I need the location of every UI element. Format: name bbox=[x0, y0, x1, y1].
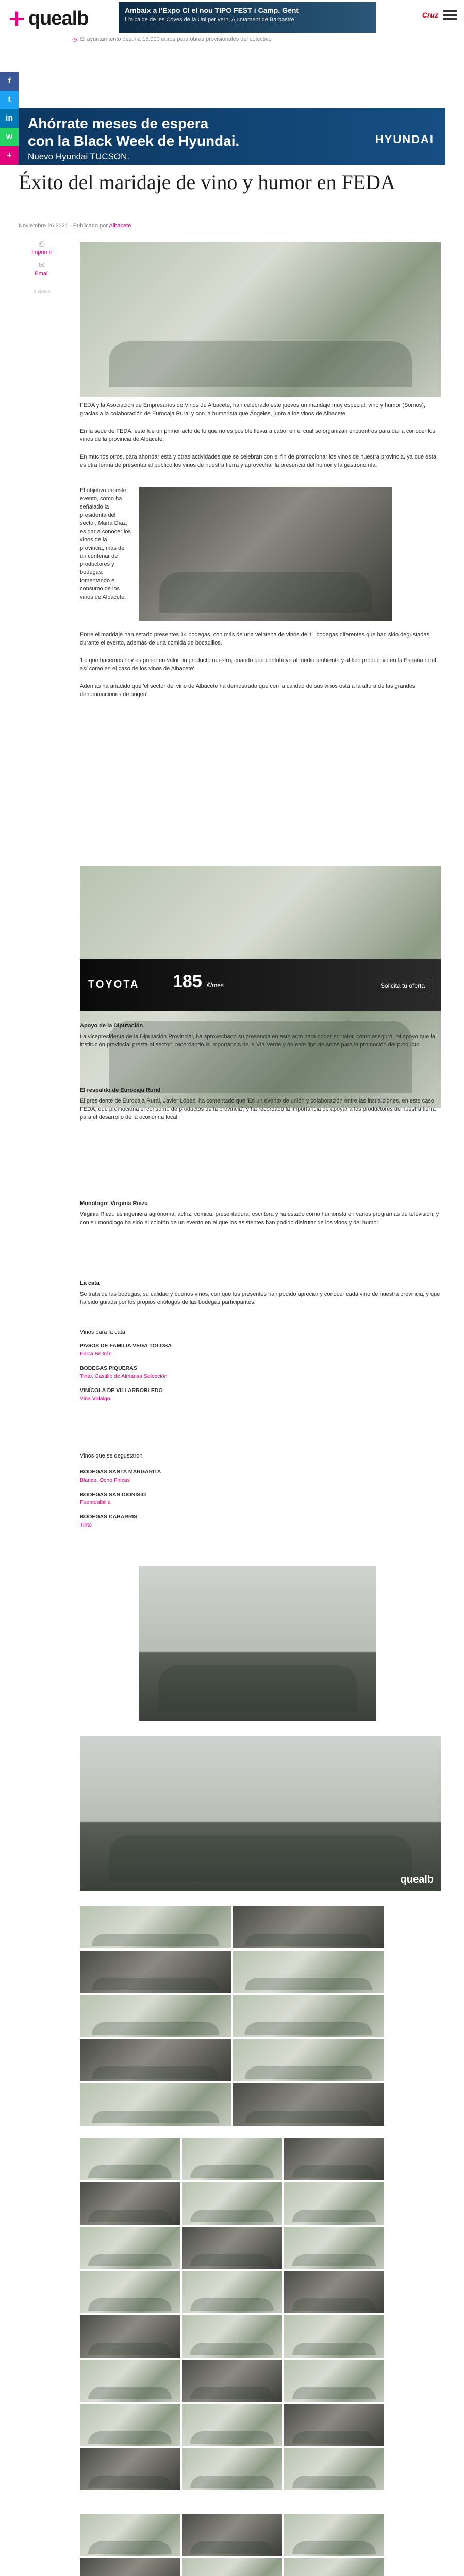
site-logo[interactable]: + quealb bbox=[7, 5, 89, 31]
gallery-thumb[interactable] bbox=[284, 2138, 384, 2180]
gallery-thumb[interactable] bbox=[233, 1995, 384, 2037]
linkedin-icon[interactable]: in bbox=[0, 109, 19, 128]
gallery-thumb[interactable] bbox=[80, 2271, 180, 2313]
gallery-thumb[interactable] bbox=[182, 2138, 282, 2180]
facebook-icon[interactable]: f bbox=[0, 72, 19, 91]
gallery-thumb[interactable] bbox=[80, 1951, 231, 1993]
paragraph: 'Lo que hacemos hoy es poner en valor un producto nuestro, cuando que contribuye al medio ambiente y al tipo productivo en la España rural, así como en el caso de los vinos de Albacete'. bbox=[80, 657, 438, 672]
gallery-thumb[interactable] bbox=[233, 2083, 384, 2126]
section-heading: Vinos que se degustaron bbox=[80, 1453, 143, 1459]
whatsapp-icon[interactable]: w bbox=[0, 128, 19, 146]
gallery-thumb[interactable] bbox=[80, 2514, 180, 2556]
gallery-thumb[interactable] bbox=[182, 2404, 282, 2446]
twitter-icon[interactable]: t bbox=[0, 91, 19, 109]
photo-gallery bbox=[80, 1906, 384, 2128]
article-title: Éxito del maridaje de vino y humor en FEDA bbox=[19, 171, 395, 194]
gallery-thumb[interactable] bbox=[80, 2404, 180, 2446]
list-item: BODEGAS SAN DIONISIO Fuentealbilla bbox=[80, 1491, 146, 1506]
gallery-thumb[interactable] bbox=[284, 2315, 384, 2358]
section-heading: Vinos para la cata bbox=[80, 1329, 125, 1335]
mail-icon[interactable]: ✉ bbox=[39, 261, 45, 269]
clock-icon: ◷ bbox=[72, 36, 77, 43]
gallery-thumb[interactable] bbox=[80, 2083, 231, 2126]
gallery-thumb[interactable] bbox=[284, 2404, 384, 2446]
gallery-thumb[interactable] bbox=[284, 2182, 384, 2225]
wine-glass-photo[interactable] bbox=[139, 487, 392, 621]
paragraph: El objetivo de este evento, como ha señalado la presidenta del sector, María Díaz, es dar a conocer los vinos de la provincia, más de un centenar de productores y bodegas, fomentando el consumo de los vinos de Albacete. bbox=[80, 487, 131, 601]
list-item: BODEGAS SANTA MARGARITA Blanco, Ocho Fincas bbox=[80, 1469, 161, 1483]
photo-gallery bbox=[80, 2514, 384, 2576]
plus-logo-icon: + bbox=[7, 5, 26, 31]
watermark-logo: quealb bbox=[400, 1874, 434, 1885]
list-item: VINÍCOLA DE VILLARROBLEDO Viña Vidalgo bbox=[80, 1387, 163, 1402]
gallery-thumb[interactable] bbox=[233, 1951, 384, 1993]
paragraph: Entre el maridaje han estado presentes 14 bodegas, con más de una veintena de vinos de 11 bodegas diferentes que han sido degustadas durante el evento, además de una comida de bocadillos. bbox=[80, 632, 429, 646]
gallery-thumb[interactable] bbox=[182, 2182, 282, 2225]
gallery-thumb[interactable] bbox=[182, 2448, 282, 2490]
group-photo[interactable] bbox=[80, 1736, 441, 1891]
gallery-thumb[interactable] bbox=[80, 2360, 180, 2402]
gallery-thumb[interactable] bbox=[80, 2039, 231, 2081]
header-right bbox=[422, 10, 457, 20]
section-heading: La cata bbox=[80, 1280, 100, 1286]
gallery-thumb[interactable] bbox=[182, 2315, 282, 2358]
paragraph: Virginia Riezu es ingeniera agrónoma, actriz, cómica, presentadora, escritora y ha estado como humorista en varios programas de televisión, y con su monólogo ha sido el colofón de un evento en el que los asistentes han podido disfrutar de los vinos y del humor. bbox=[80, 1211, 439, 1226]
header-banner[interactable]: Ambaix a l'Expo Cl el nou TIPO FEST i Camp. Gent i l'alcalde de les Coves de la Uni per vern, Ajuntament de Barbastre bbox=[119, 2, 376, 33]
list-item: PAGOS DE FAMILIA VEGA TOLOSA Finca Beltrán bbox=[80, 1343, 172, 1357]
gallery-thumb[interactable] bbox=[182, 2227, 282, 2269]
section-heading: Apoyo de la Diputación bbox=[80, 1023, 143, 1029]
photo-gallery bbox=[80, 2138, 384, 2493]
more-share-icon[interactable]: + bbox=[0, 146, 19, 165]
gallery-thumb[interactable] bbox=[284, 2227, 384, 2269]
main-photo[interactable] bbox=[80, 242, 441, 397]
gallery-thumb[interactable] bbox=[80, 1995, 231, 2037]
wine-list bbox=[80, 1468, 296, 1536]
author-link[interactable]: Albacete bbox=[109, 223, 131, 229]
paragraph: FEDA y la Asociación de Empresarios de Vinos de Albacete, han celebrado este jueves un maridaje muy especial, vino y humor (Somos), gracias a la colaboración de Eurocaja Rural y con la humorista que Ángeles, junto a los vinos de Albacete. bbox=[80, 402, 425, 417]
view-count: 0 views bbox=[33, 289, 51, 295]
gallery-thumb[interactable] bbox=[284, 2360, 384, 2402]
gallery-thumb[interactable] bbox=[284, 2271, 384, 2313]
gallery-thumb[interactable] bbox=[284, 2448, 384, 2490]
list-item: BODEGAS PIQUERAS Tinto, Castillo de Almansa Selección bbox=[80, 1365, 168, 1380]
paragraph: Además ha añadido que 'el sector del vino de Albacete ha demostrado que con la calidad de sus vinos está a la altura de las grandes denominaciones de origen'. bbox=[80, 683, 416, 698]
gallery-thumb[interactable] bbox=[80, 2138, 180, 2180]
news-ticker[interactable]: ◷ El ayuntamiento destina 15.000 euros para obras provisionales del colectivo bbox=[72, 36, 272, 43]
site-header bbox=[0, 0, 464, 44]
hyundai-promo-banner[interactable]: Ahórrate meses de espera con la Black Week de Hyundai. Nuevo Hyundai TUCSON. HYUNDAI bbox=[19, 108, 445, 165]
paragraph: En la sede de FEDA, este fue un primer acto de lo que no es posible llevar a cabo, en el cual se organizan encuentros para dar a conocer los vinos de la provincia de Albacete. bbox=[80, 428, 436, 443]
article-byline: Noviembre 26 2021 · Publicado por Albacete bbox=[19, 223, 131, 229]
paragraph: Se trata de las bodegas, su calidad y buenos vinos, con que los presentes han podido apreciar y conocer cada vino de nuestra provincia, y que ha sido guiada por los propios enólogos de las bodegas participantes. bbox=[80, 1291, 440, 1306]
partner-logo[interactable]: Cruz bbox=[422, 11, 438, 19]
gallery-thumb[interactable] bbox=[284, 2558, 384, 2576]
ad-price: 185 €/mes bbox=[173, 972, 224, 991]
ad-cta-button[interactable]: Solicita tu oferta bbox=[375, 979, 430, 992]
hyundai-logo: HYUNDAI bbox=[375, 133, 434, 146]
gallery-thumb[interactable] bbox=[80, 1906, 231, 1948]
paragraph: La vicepresidenta de la Diputación Provincial, ha aprovechado su presencia en este acto para poner en valor, como aseguró, 'el apoyo que la institución provincial presta al sector', recordando la importancia de la Vía Verde y de este tipo de actos para la promoción del producto. bbox=[80, 1033, 435, 1048]
toyota-ad-banner[interactable]: TOYOTA 185 €/mes Solicita tu oferta bbox=[80, 959, 441, 1011]
article-tools: ⎙ Imprimir ✉ Email 0 views bbox=[19, 234, 65, 295]
wine-list bbox=[80, 1342, 296, 1410]
gallery-thumb[interactable] bbox=[182, 2514, 282, 2556]
gallery-thumb[interactable] bbox=[284, 2514, 384, 2556]
section-heading: El respaldo de Eurocaja Rural bbox=[80, 1087, 160, 1093]
gallery-thumb[interactable] bbox=[233, 2039, 384, 2081]
gallery-thumb[interactable] bbox=[80, 2448, 180, 2490]
gallery-thumb[interactable] bbox=[80, 2227, 180, 2269]
gallery-thumb[interactable] bbox=[233, 1906, 384, 1948]
gallery-thumb[interactable] bbox=[182, 2271, 282, 2313]
menu-icon[interactable] bbox=[443, 10, 457, 20]
social-share-bar bbox=[0, 72, 19, 165]
paragraph: El presidente de Eurocaja Rural, Javier López, ha comentado que 'Es un evento de unión y colaboración entre las instituciones, en este caso FEDA, que promociona el consumo de productos de la provincia', y ha recordado la importancia de apoyar a los productores de nuestra tierra para el desarrollo de la economía local. bbox=[80, 1098, 436, 1121]
gallery-thumb[interactable] bbox=[182, 2558, 282, 2576]
gallery-thumb[interactable] bbox=[80, 2558, 180, 2576]
print-icon[interactable]: ⎙ bbox=[39, 240, 45, 248]
gallery-thumb[interactable] bbox=[80, 2182, 180, 2225]
list-item: BODEGAS CABARRIS Tinto bbox=[80, 1514, 138, 1528]
paragraph: En muchos otros, para ahondar esta y otras actividades que se celebran con el fin de promocionar los vinos de nuestra provincia, ya que esta es otra forma de presentar al público los vinos de nuestra tierra y aprovechar la presencia del humor y la gastronomía. bbox=[80, 454, 436, 468]
group-photo[interactable] bbox=[139, 1566, 376, 1721]
gallery-thumb[interactable] bbox=[182, 2360, 282, 2402]
gallery-thumb[interactable] bbox=[80, 2315, 180, 2358]
section-heading: Monólogo: Virginia Riezu bbox=[80, 1200, 148, 1207]
